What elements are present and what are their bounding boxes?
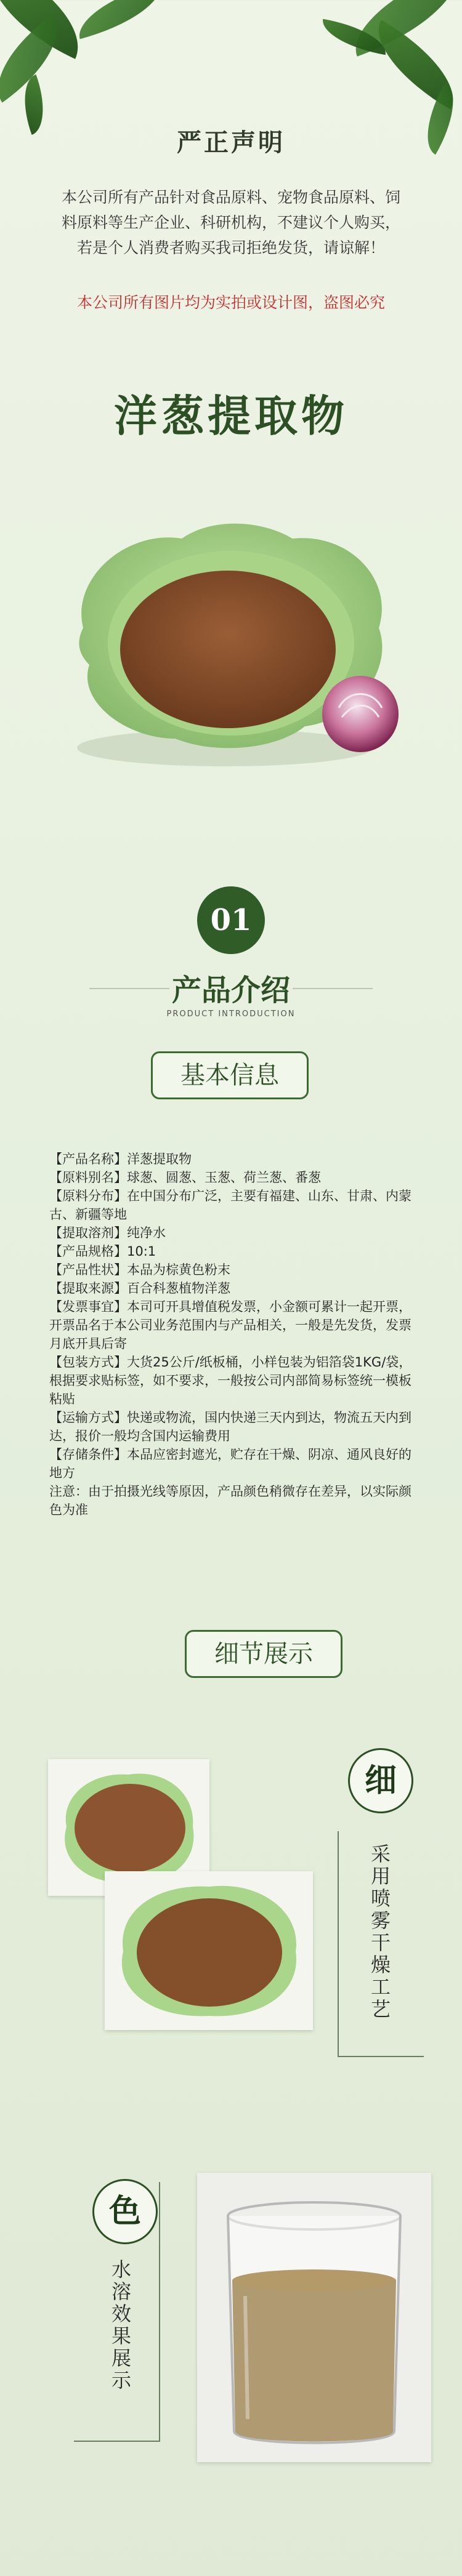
info-item: 【运输方式】快递或物流，国内快递三天内到达，物流五天内到达，报价一般均含国内运输费用 — [49, 1410, 411, 1443]
info-item: 【发票事宜】本司可开具增值税发票，小金额可累计一起开票，开票品名于本公司业务范围内与产品相关，一般是先发货，发票月底开具后寄 — [49, 1299, 411, 1351]
info-item: 【产品规格】10:1 — [49, 1244, 156, 1259]
fine-description: 采用喷雾干燥工艺 — [368, 1844, 391, 2021]
info-item: 【提取来源】百合科葱植物洋葱 — [49, 1281, 230, 1296]
powder-bowl-illustration — [59, 505, 403, 776]
leaf-decoration — [71, 0, 169, 39]
notice-body: 本公司所有产品针对食品原料、宠物食品原料、饲料原料等生产企业、科研机构，不建议个人购买，若是个人消费者购买我司拒绝发货，请谅解！ — [61, 188, 400, 257]
basic-info-heading: 基本信息 — [151, 1051, 309, 1099]
details-heading: 细节展示 — [185, 1630, 342, 1678]
notice-title: 严正声明 — [177, 129, 285, 157]
powder-bowl-photo — [105, 1871, 313, 2030]
color-label-circle: 色 — [92, 2179, 158, 2244]
section-number: 01 — [197, 886, 265, 954]
info-item: 注意：由于拍摄光线等原因，产品颜色稍微存在差异，以实际颜色为准 — [49, 1484, 411, 1517]
info-item: 【产品名称】洋葱提取物 — [49, 1152, 192, 1166]
info-item: 【原料别名】球葱、圆葱、玉葱、荷兰葱、番葱 — [49, 1170, 321, 1185]
info-item: 【包装方式】大货25公斤/纸板桶，小样包装为铝箔袋1KG/袋，根据要求贴标签，如不要求，一般按公司内部简易标签统一模板粘贴 — [49, 1355, 412, 1406]
notice-warning: 本公司所有图片均为实拍或设计图，盗图必究 — [76, 294, 385, 311]
solution-beaker-photo — [197, 2173, 431, 2462]
product-hero-image — [59, 505, 403, 776]
info-item: 【产品性状】本品为棕黄色粉末 — [49, 1262, 230, 1277]
color-line-horizontal — [74, 2441, 160, 2442]
info-item: 【提取溶剂】纯净水 — [49, 1226, 166, 1240]
color-description: 水溶效果展示 — [108, 2259, 132, 2392]
fine-line-horizontal — [338, 2056, 424, 2057]
detail-photo-2 — [105, 1871, 313, 2030]
section-subtitle: PRODUCT INTRODUCTION — [166, 1009, 296, 1019]
section-title: 产品介绍 — [171, 973, 290, 1008]
fine-line-vertical — [338, 1831, 339, 2056]
basic-info-list — [49, 1150, 419, 1519]
fine-label-circle: 细 — [348, 1748, 413, 1813]
color-line-vertical — [159, 2182, 160, 2441]
info-item: 【存储条件】本品应密封遮光，贮存在干燥、阴凉、通风良好的地方 — [49, 1447, 411, 1480]
beaker-illustration — [197, 2173, 431, 2462]
product-title: 洋葱提取物 — [114, 391, 348, 441]
info-item: 【原料分布】在中国分布广泛，主要有福建、山东、甘肃、内蒙古、新疆等地 — [49, 1189, 411, 1222]
